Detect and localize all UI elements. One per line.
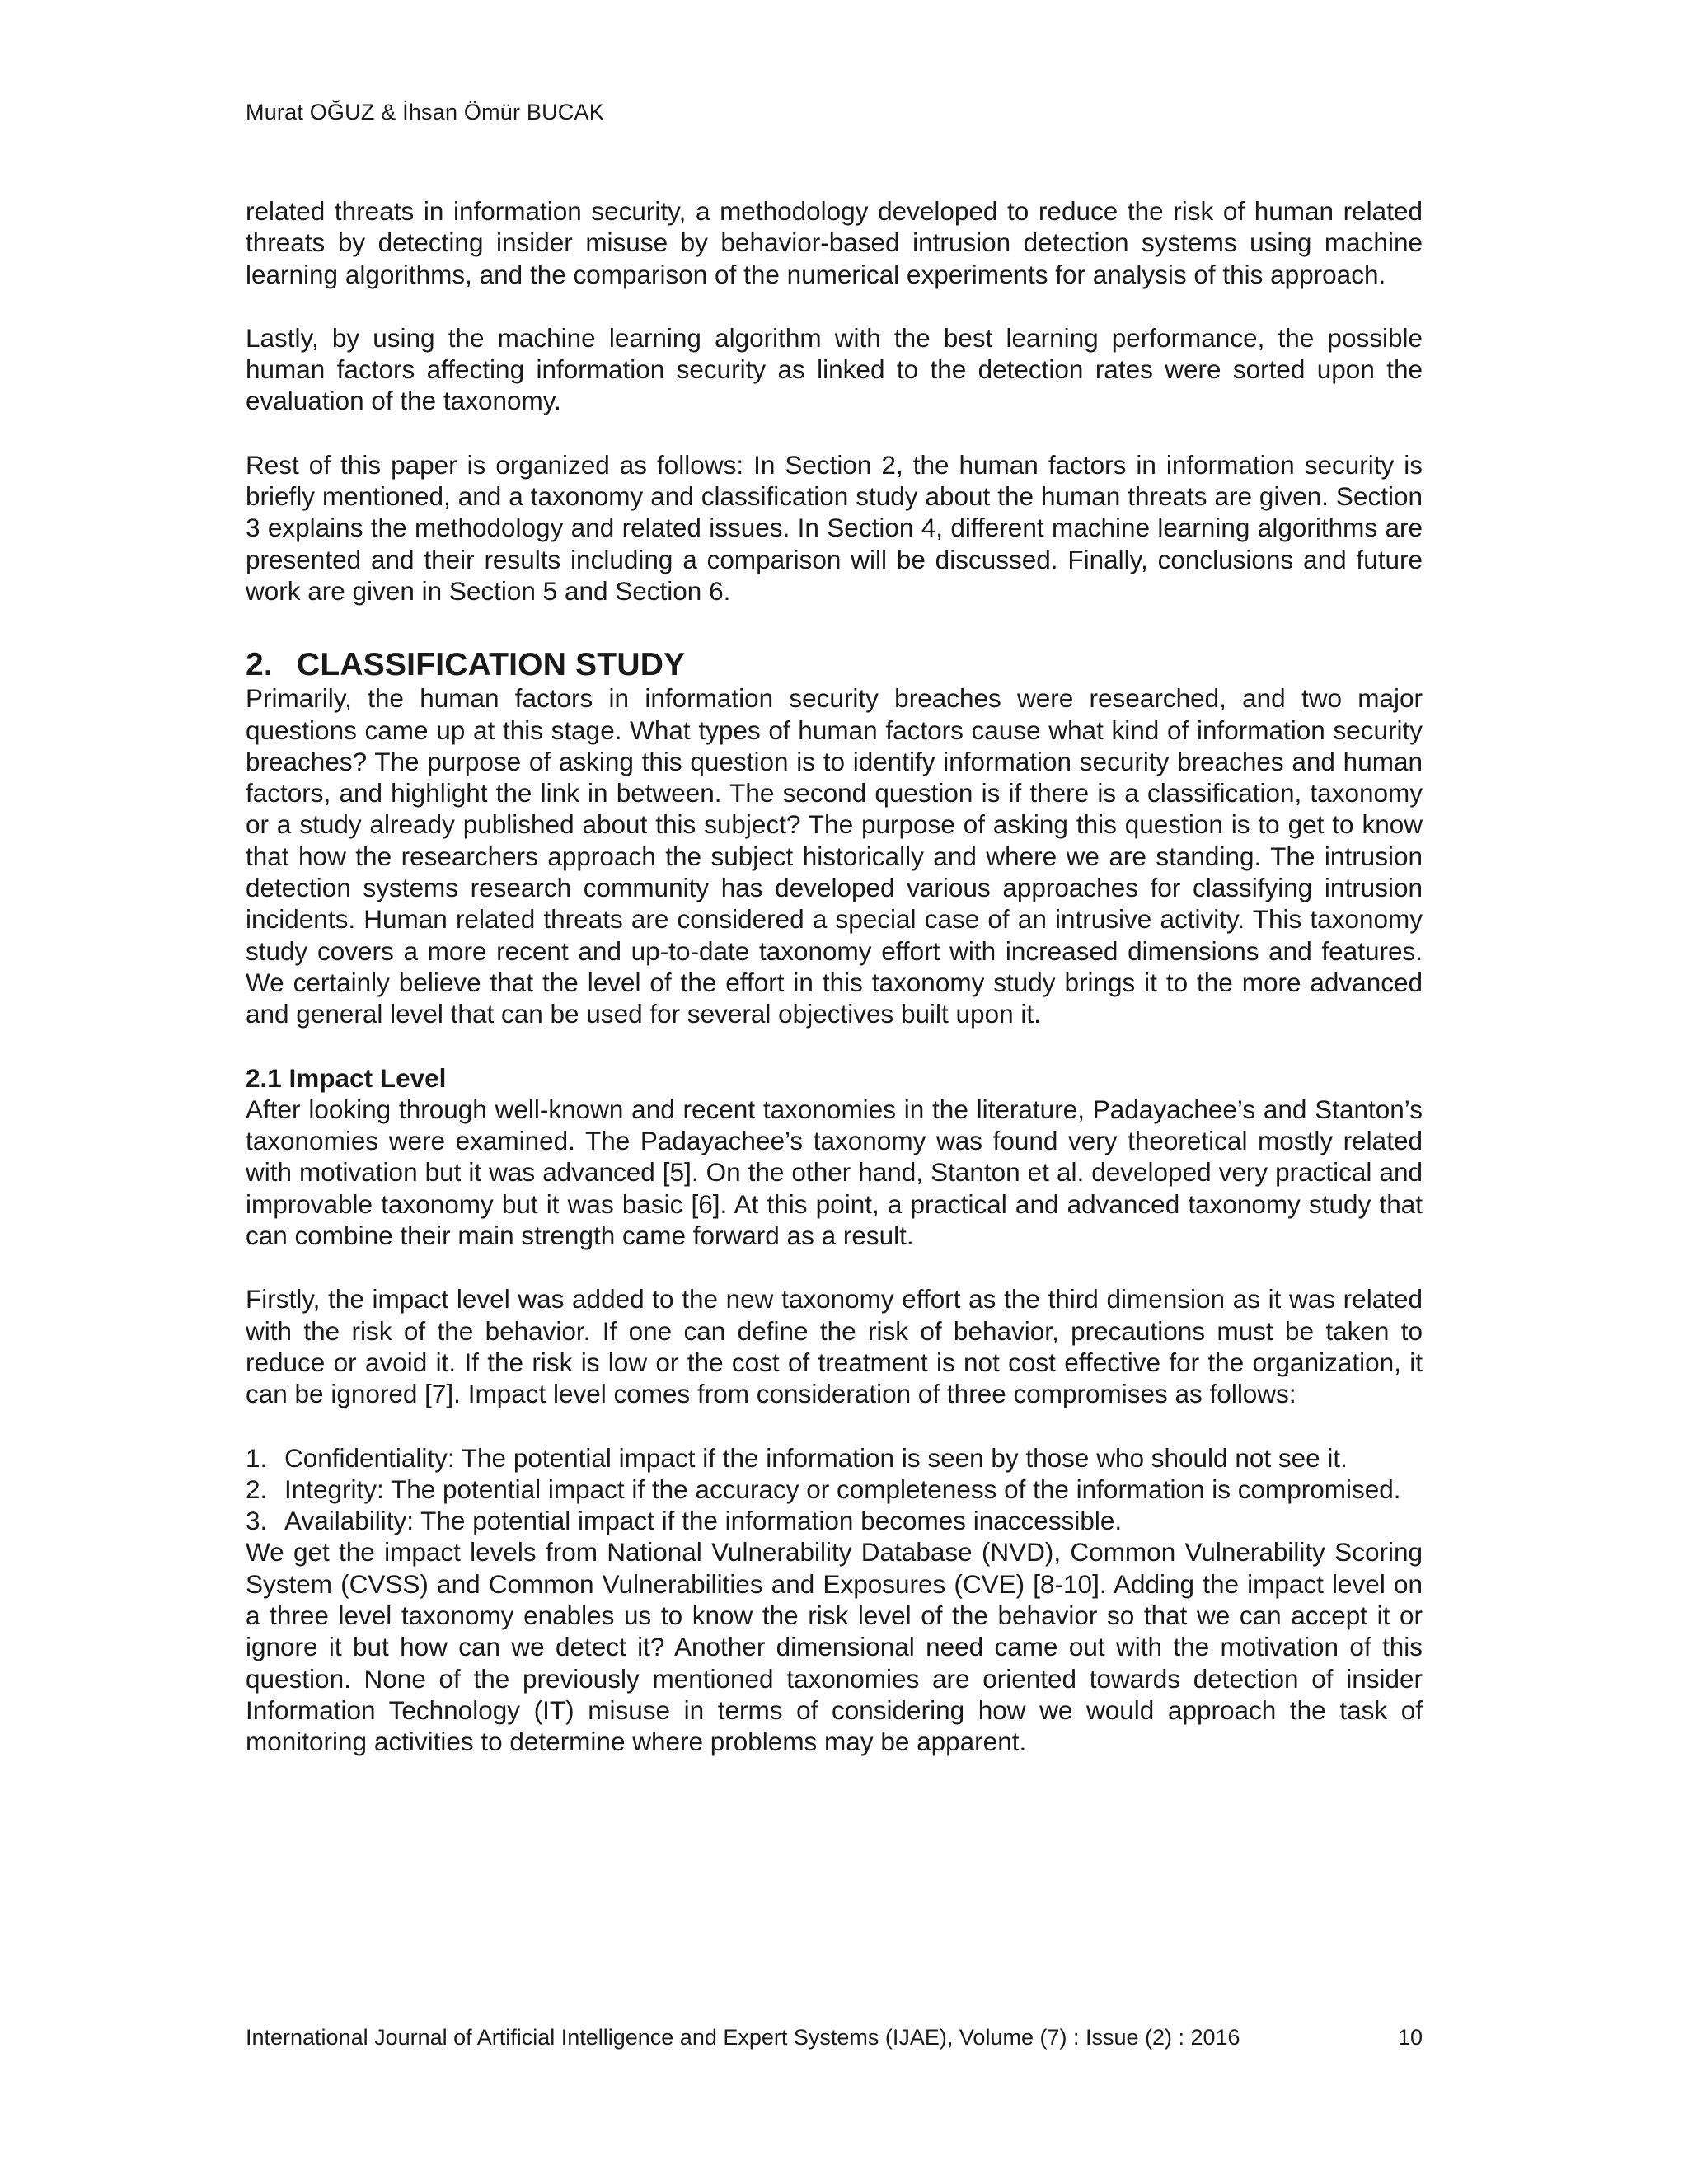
page-number: 10 bbox=[1397, 2025, 1423, 2050]
impact-list bbox=[246, 1442, 1423, 1537]
list-item bbox=[246, 1442, 1423, 1474]
list-item-text: Integrity: The potential impact if the accuracy or completeness of the information is compromised. bbox=[284, 1474, 1401, 1504]
list-item bbox=[246, 1505, 1423, 1536]
section-heading bbox=[246, 639, 1423, 682]
section-number: 2. bbox=[246, 647, 273, 683]
list-item bbox=[246, 1474, 1423, 1505]
body-text bbox=[246, 195, 1423, 1757]
subsection-paragraph-1: After looking through well-known and recent taxonomies in the literature, Padayachee’s and Stanton’s taxonomies were examined. The Padayachee’s taxonomy was found very theoretical mostly related with motivation but it was advanced [5]. On the other hand, Stanton et al. developed very practical and improvable taxonomy but it was basic [6]. At this point, a practical and advanced taxonomy study that can combine their main strength came forward as a result. bbox=[246, 1094, 1423, 1251]
list-item-text: Availability: The potential impact if the information becomes inaccessible. bbox=[284, 1506, 1123, 1536]
section-paragraph: Primarily, the human factors in information security breaches were researched, and two major questions came up at this stage. What types of human factors cause what kind of information security breaches? The purpose of asking this question is to identify information security breaches and human factors, and highlight the link in between. The second question is if there is a classification, taxonomy or a study already published about this subject? The purpose of asking this question is to get to know that how the researchers approach the subject historically and where we are standing. The intrusion detection systems research community has developed various approaches for classifying intrusion incidents. Human related threats are considered a special case of an intrusive activity. This taxonomy study covers a more recent and up-to-date taxonomy effort with increased dimensions and features. We certainly believe that the level of the effort in this taxonomy study brings it to the more advanced and general level that can be used for several objectives built upon it. bbox=[246, 683, 1423, 1029]
list-item-number: 3. bbox=[246, 1506, 268, 1536]
intro-paragraph-1: related threats in information security, a methodology developed to reduce the risk of human related threats by detecting insider misuse by behavior-based intrusion detection systems using machine learning algorithms, and the comparison of the numerical experiments for analysis of this approach. bbox=[246, 196, 1423, 289]
subsection-paragraph-2: Firstly, the impact level was added to the new taxonomy effort as the third dimension as it was related with the risk of the behavior. If one can define the risk of behavior, precautions must be taken to reduce or avoid it. If the risk is low or the cost of treatment is not cost effective for the organization, it can be ignored [7]. Impact level comes from consideration of three compromises as follows: bbox=[246, 1284, 1423, 1409]
list-item-number: 1. bbox=[246, 1442, 268, 1473]
intro-paragraph-2: Lastly, by using the machine learning algorithm with the best learning performance, the possible human factors affecting information security as linked to the detection rates were sorted upon the evaluation of the taxonomy. bbox=[246, 322, 1423, 416]
subsection-paragraph-3: We get the impact levels from National Vulnerability Database (NVD), Common Vulnerability Scoring System (CVSS) and Common Vulnerabilities and Exposures (CVE) [8-10]. Adding the impact level on a three level taxonomy enables us to know the risk level of the behavior so that we can accept it or ignore it but how can we detect it? Another dimensional need came out with the motivation of this question. None of the previously mentioned taxonomies are oriented towards detection of insider Information Technology (IT) misuse in terms of considering how we would approach the task of monitoring activities to determine where problems may be apparent. bbox=[246, 1537, 1423, 1757]
section-title: CLASSIFICATION STUDY bbox=[297, 647, 686, 683]
subsection-heading: 2.1 Impact Level bbox=[246, 1062, 447, 1093]
paper-page bbox=[246, 0, 1423, 2184]
list-item-text: Confidentiality: The potential impact if the information is seen by those who should not see it. bbox=[284, 1442, 1348, 1473]
list-item-number: 2. bbox=[246, 1474, 268, 1504]
journal-citation: International Journal of Artificial Intelligence and Expert Systems (IJAE), Volume (7) : Issue (2) : 2016 bbox=[246, 2025, 1240, 2050]
intro-paragraph-3: Rest of this paper is organized as follows: In Section 2, the human factors in information security is briefly mentioned, and a taxonomy and classification study about the human threats are given. Section 3 explains the methodology and related issues. In Section 4, different machine learning algorithms are presented and their results including a comparison will be discussed. Finally, conclusions and future work are given in Section 5 and Section 6. bbox=[246, 449, 1423, 606]
running-head-authors: Murat OĞUZ & İhsan Ömür BUCAK bbox=[246, 100, 604, 124]
